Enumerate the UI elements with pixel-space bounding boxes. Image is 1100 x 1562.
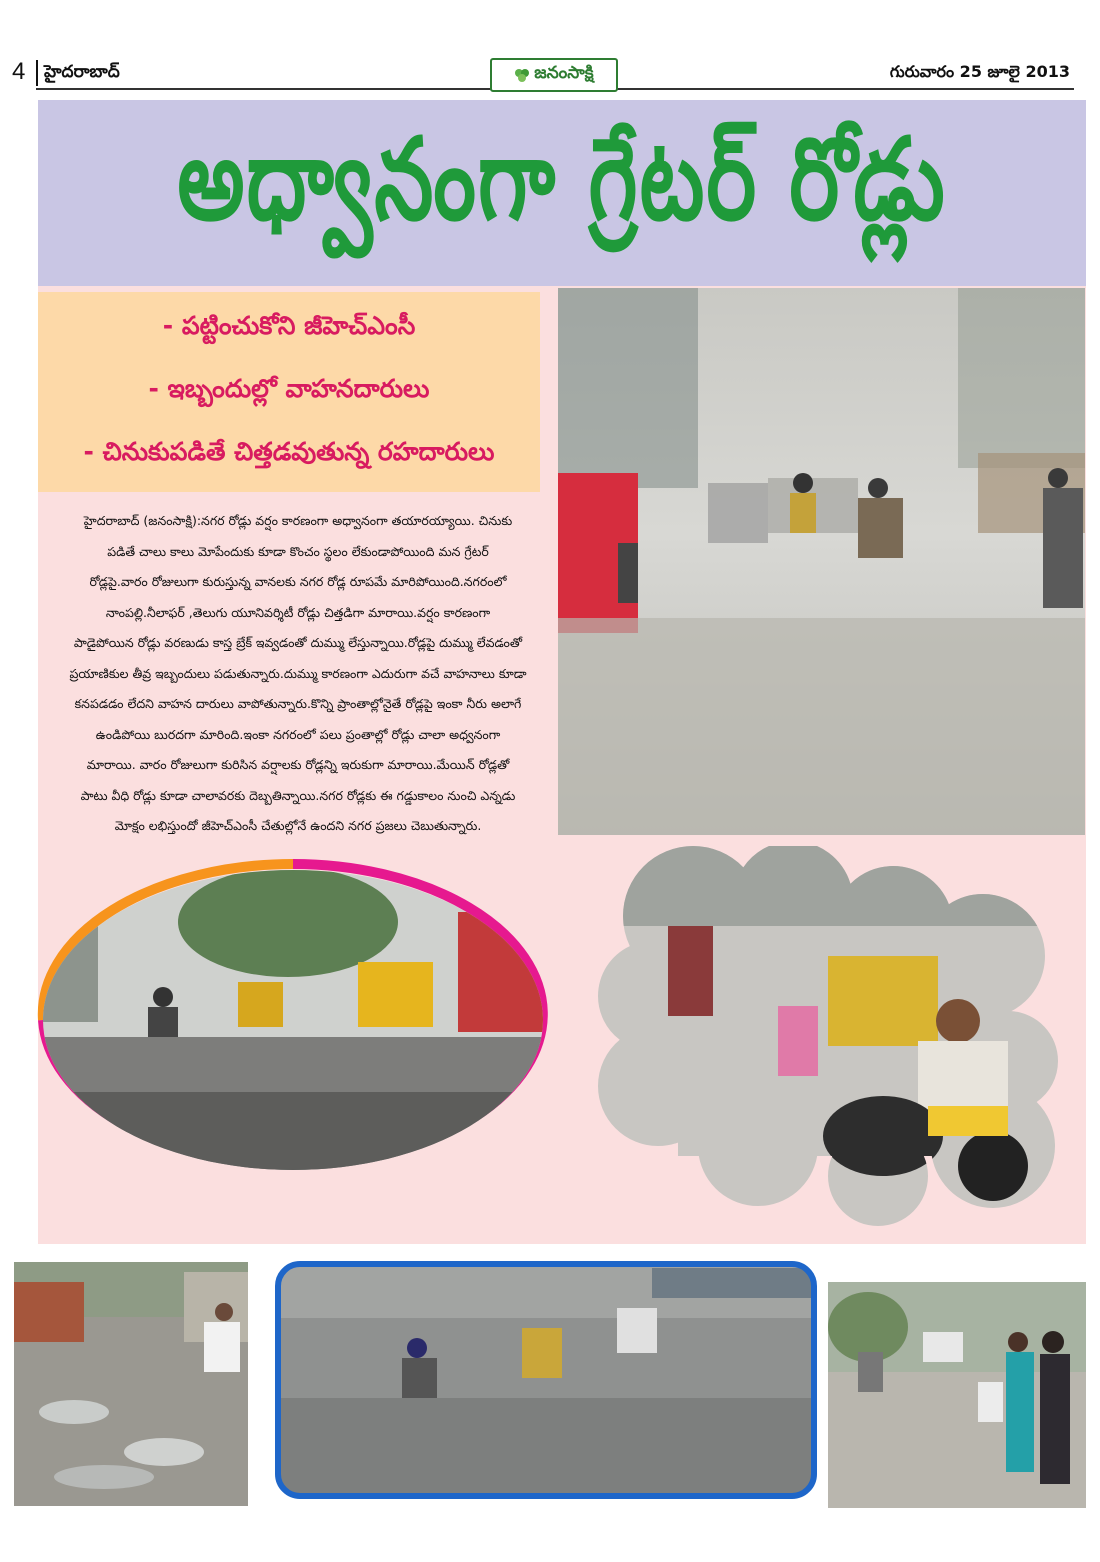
photo-oval-frame — [28, 852, 558, 1182]
article-line: రోడ్లపై.వారం రోజులుగా కురుస్తున్న వానలకు నగర రోడ్ల రూపమే మారిపోయింది.నగరంలో — [89, 574, 507, 589]
page-number: 4 — [12, 58, 26, 85]
header-rule-left — [36, 88, 498, 90]
article-line: కనపడడం లేదని వాహన దారులు వాపోతున్నారు.కొన్ని ప్రాంతాల్లోనైతే రోడ్లపై ఇంకా నీరు అలాగే — [74, 696, 522, 711]
article-line: మారాయి. వారం రోజులుగా కురిసిన వర్షాలకు రోడ్లన్ని ఇరుకుగా మారాయి.మేయిన్ రోడ్లతో — [86, 757, 510, 772]
photo-cloud-frame — [598, 846, 1058, 1226]
strapline: - చినుకుపడితే చిత్తడవుతున్న రహదారులు — [83, 436, 495, 466]
masthead-logo — [490, 58, 618, 92]
article-line: హైదరాబాద్ (జనంసాక్షి):నగర రోడ్లు వర్షం కారణంగా అధ్వానంగా తయారయ్యాయి. చినుకు — [83, 513, 513, 528]
article-line: పాటు వీధి రోడ్లు కూడా చాలావరకు దెబ్బతిన్నాయి.నగర రోడ్లకు ఈ గడ్డుకాలం నుంచి ఎన్నడు — [80, 787, 516, 803]
article-line: నాంపల్లి.నీలాఫర్ ,తెలుగు యూనివర్శిటీ రోడ్లు చిత్తడిగా మారాయి.వర్షం కారణంగా — [105, 604, 491, 620]
strapline: - ఇబ్బందుల్లో వాహనదారులు — [148, 373, 430, 403]
leaf-logo-icon — [514, 67, 530, 83]
strapline: - పట్టించుకోని జీహెచ్ఎంసీ — [162, 311, 416, 341]
article-line: పాడైపోయిన రోడ్లు వరణుడు కాస్త బ్రేక్ ఇవ్వడంతో దుమ్ము లేస్తున్నాయి.రోడ్లపై దుమ్ము లేవడంతో — [73, 635, 523, 650]
article-line: ప్రయాణికుల తీవ్ర ఇబ్బందులు పడుతున్నారు.దుమ్ము కారణంగా ఎదురుగా వచే వాహనాలు కూడా — [69, 665, 527, 681]
issue-date: గురువారం 25 జూలై 2013 — [889, 62, 1070, 81]
photo-blue-frame — [272, 1258, 820, 1502]
article-line: పడితే చాలు కాలు మోపేందుకు కూడా కొంచం స్థలం లేకుండాపోయింది మన గ్రేటర్ — [107, 543, 489, 559]
header-rule-right — [604, 88, 1074, 90]
masthead-text: జనంసాక్షి — [534, 63, 594, 83]
city-label: హైదరాబాద్ — [44, 62, 120, 82]
photo-pedestrians — [828, 1282, 1086, 1508]
headline: అధ్వానంగా గ్రేటర్ రోడ్లు — [177, 112, 947, 245]
headline-banner — [38, 100, 1086, 286]
article-body — [58, 506, 538, 842]
page-number-divider — [36, 60, 38, 86]
photo-dusty-traffic — [558, 288, 1085, 835]
strapline-box — [38, 292, 540, 492]
photo-potholes — [14, 1262, 248, 1506]
article-line: మోక్షం లభిస్తుందో జీహెచ్ఎంసీ చేతుల్లోనే ఉందని నగర ప్రజలు చెబుతున్నారు. — [114, 818, 482, 833]
article-line: ఉండిపోయి బురదగా మారింది.ఇంకా నగరంలో పలు ప్రంతాల్లో రోడ్లు చాలా అధ్వనంగా — [95, 726, 501, 742]
